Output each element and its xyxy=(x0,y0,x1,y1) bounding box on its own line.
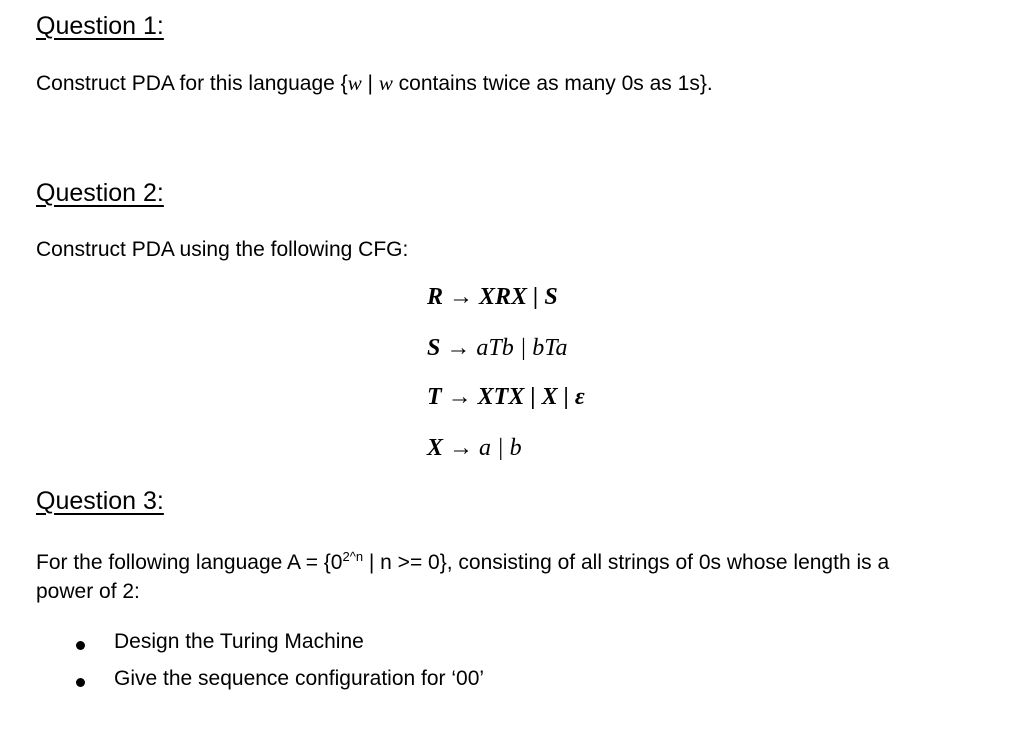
cfg-rule-x xyxy=(427,435,522,462)
arrow-icon: → xyxy=(440,335,471,361)
q1-bar: | xyxy=(361,72,379,95)
q3-superscript: 2^n xyxy=(342,549,364,564)
bullet-item: Give the sequence configuration for ‘00’ xyxy=(114,667,485,690)
arrow-icon: → xyxy=(443,284,474,310)
arrow-icon: → xyxy=(443,435,474,461)
question-1-text xyxy=(36,66,713,101)
q3-prefix: For the following language A = {0 xyxy=(36,551,343,574)
cfg-rule-t xyxy=(427,384,585,411)
cfg-rule-s xyxy=(427,335,567,362)
q1-var-w2: w xyxy=(378,71,393,95)
rule-lhs: R xyxy=(427,284,444,310)
question-3-line-2: power of 2: xyxy=(36,580,140,603)
bullet-item: Design the Turing Machine xyxy=(114,630,364,653)
arrow-icon: → xyxy=(441,384,472,410)
q1-suffix: contains twice as many 0s as 1s}. xyxy=(392,72,713,95)
bullet-icon xyxy=(76,641,85,650)
rule-lhs: S xyxy=(427,335,441,361)
rule-rhs: XTX | X | ε xyxy=(477,384,585,410)
rule-rhs: XRX | S xyxy=(479,284,558,310)
q1-prefix: Construct PDA for this language { xyxy=(36,72,348,95)
question-3-line-1 xyxy=(36,540,889,580)
q3-suffix: | n >= 0}, consisting of all strings of 0s whose length is a xyxy=(363,551,890,574)
rule-rhs: a | b xyxy=(479,435,522,461)
rule-rhs: aTb | bTa xyxy=(476,335,568,361)
question-2-heading: Question 2: xyxy=(36,179,164,207)
q1-var-w: w xyxy=(347,71,362,95)
question-1-heading: Question 1: xyxy=(36,12,164,40)
rule-lhs: X xyxy=(427,435,444,461)
question-3-heading: Question 3: xyxy=(36,487,164,515)
bullet-icon xyxy=(76,678,85,687)
cfg-rule-r xyxy=(427,284,558,311)
question-2-text: Construct PDA using the following CFG: xyxy=(36,238,409,261)
rule-lhs: T xyxy=(427,384,442,410)
